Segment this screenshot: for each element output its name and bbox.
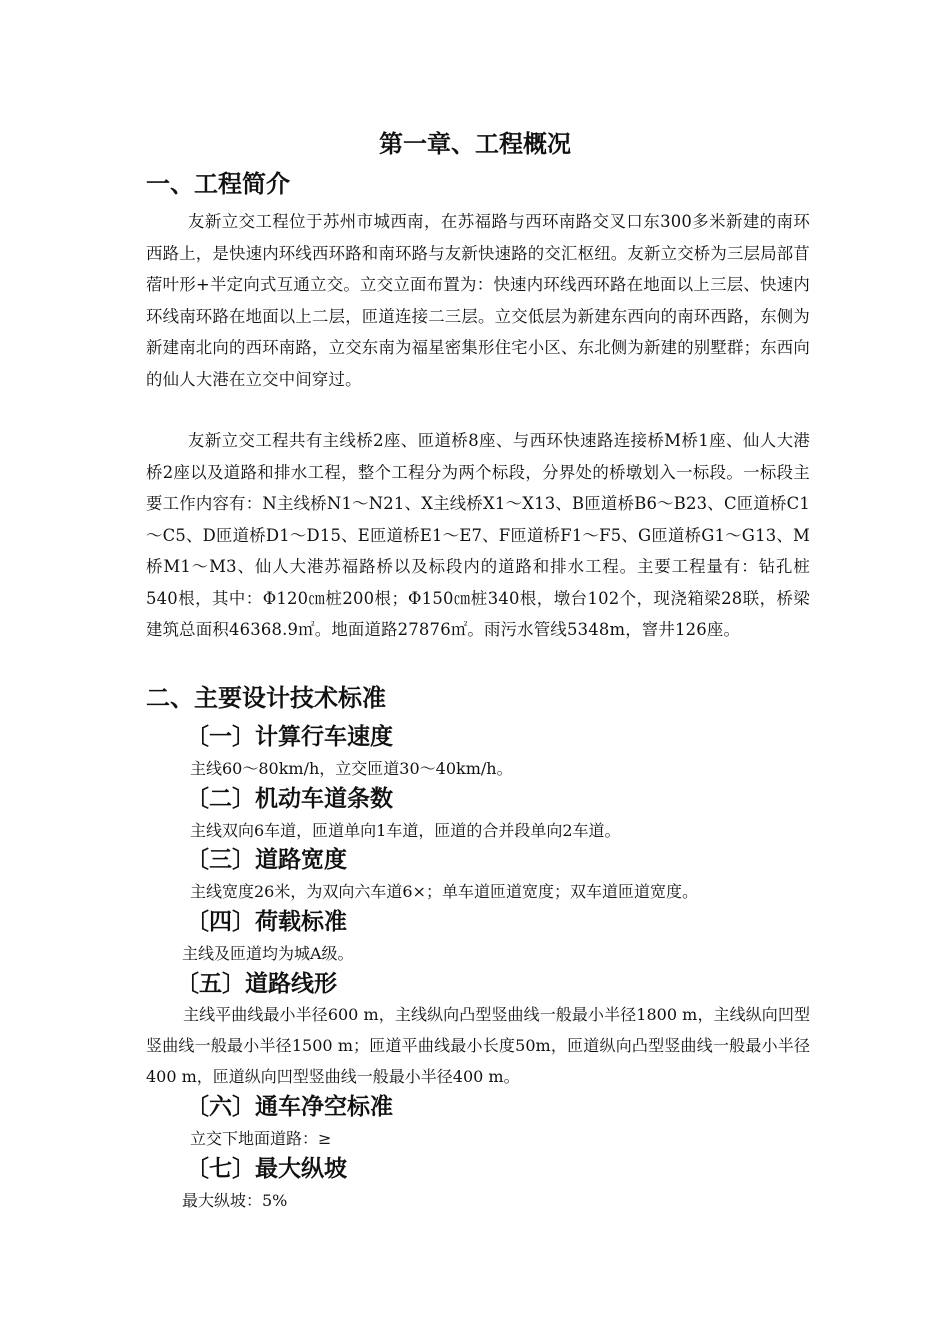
paragraph-project-scope: 友新立交工程共有主线桥2座、匝道桥8座、与西环快速路连接桥M桥1座、仙人大港桥2座以及道路和排水工程，整个工程分为两个标段，分界处的桥墩划入一标段。一标段主要工作内容有：N主线桥N1～N21、X主线桥X1～X13、B匝道桥B6～B23、C匝道桥C1～C5、D匝道桥D1～D15、E匝道桥E1～E7、F匝道桥F1～F5、G匝道桥G1～G13、M桥M1～M3、仙人大港苏福路桥以及标段内的道路和排水工程。主要工程量有：钻孔桩540根，其中：Φ120㎝桩200根；Φ150㎝桩340根，墩台102个，现浇箱梁28联，桥梁建筑总面积46368.9㎡。地面道路27876㎡。雨污水管线5348m，窨井126座。 (146, 431, 810, 639)
section-heading-design-standards: 二、主要设计技术标准 (146, 684, 386, 712)
text-clearance: 立交下地面道路：≥ (190, 1129, 332, 1148)
text-lane-count: 主线双向6车道，匝道单向1车道，匝道的合并段单向2车道。 (190, 821, 621, 840)
subheading-lane-count: 〔二〕机动车道条数 (186, 786, 393, 812)
subheading-load-standard: 〔四〕荷载标准 (186, 909, 347, 935)
text-max-grade: 最大纵坡：5% (182, 1191, 288, 1210)
text-load-standard: 主线及匝道均为城A级。 (182, 944, 354, 963)
text-road-alignment: 主线平曲线最小半径600 m，主线纵向凸型竖曲线一般最小半径1800 m，主线纵向凹型竖曲线一般最小半径1500 m；匝道平曲线最小长度50m，匝道纵向凸型竖曲线一般最小半径400 m，匝道纵向凹型竖曲线一般最小半径400 m。 (146, 1005, 810, 1086)
section-heading-overview: 一、工程简介 (146, 170, 290, 198)
chapter-title: 第一章、工程概况 (379, 130, 571, 158)
paragraph-project-location: 友新立交工程位于苏州市城西南，在苏福路与西环南路交叉口东300多米新建的南环西路上，是快速内环线西环路和南环路与友新快速路的交汇枢纽。友新立交桥为三层局部苜蓿叶形+半定向式互通立交。立交立面布置为：快速内环线西环路在地面以上三层、快速内环线南环路在地面以上二层，匝道连接二三层。立交低层为新建东西向的南环西路，东侧为新建南北向的西环南路，立交东南为福星密集形住宅小区、东北侧为新建的别墅群；东西向的仙人大港在立交中间穿过。 (146, 212, 810, 389)
subheading-max-grade: 〔七〕最大纵坡 (186, 1156, 347, 1182)
text-road-width: 主线宽度26米，为双向六车道6×；单车道匝道宽度；双车道匝道宽度。 (190, 882, 698, 901)
subheading-clearance: 〔六〕通车净空标准 (186, 1094, 393, 1120)
text-design-speed: 主线60～80km/h，立交匝道30～40km/h。 (190, 759, 513, 778)
subheading-road-width: 〔三〕道路宽度 (186, 847, 347, 873)
subheading-design-speed: 〔一〕计算行车速度 (186, 724, 393, 750)
subheading-road-alignment: 〔五〕道路线形 (176, 971, 337, 997)
